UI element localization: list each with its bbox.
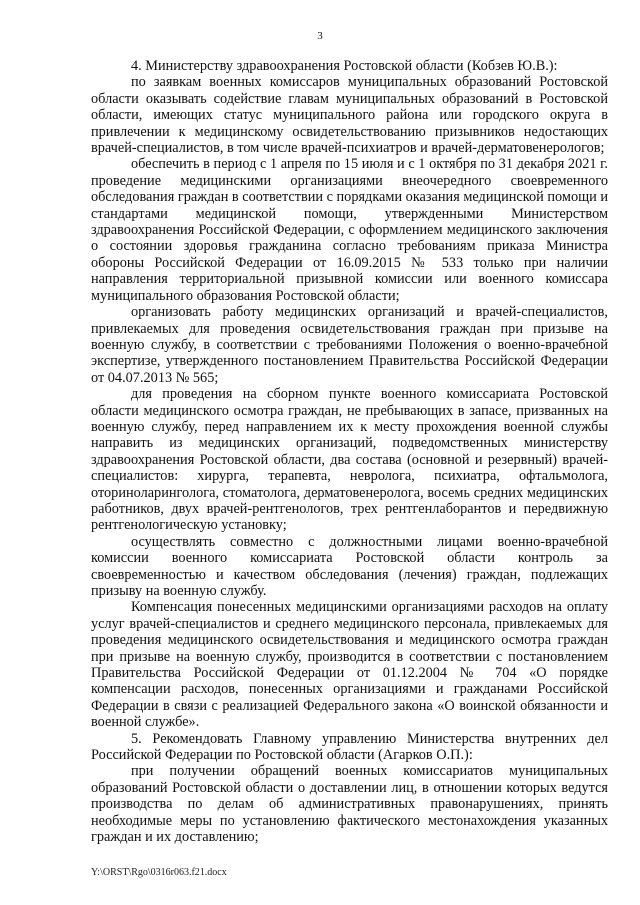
paragraph-control-quality: осуществлять совместно с должностными лицами военно-врачебной комиссии военного комиссариата Ростовской области контроль за своевременностью и качеством обследования (лечения) граждан, подлежащих призыву на военную службу. (91, 533, 608, 599)
paragraph-organize-work: организовать работу медицинских организаций и врачей-специалистов, привлекаемых для проведения освидетельствования граждан при призыве на военную службу, в соответствии с требованиями Положения о военно-врачебной экспертизе, утвержденного постановлением Правительства Российской Федерации от 04.07.2013 № 565; (91, 304, 608, 386)
paragraph-mvd-delivery: при получении обращений военных комиссариатов муниципальных образований Ростовской области о доставлении лиц, в отношении которых ведутся производства по делам об административных правонарушениях, принять необходимые меры по установлению фактического местонахождения указанных граждан и их доставлению; (91, 763, 608, 846)
paragraph-mvd-heading: 5. Рекомендовать Главному управлению Министерства внутренних дел Российской Федерации по Ростовской области (Агарков О.П.): (91, 730, 608, 764)
paragraph-assist-doctors: по заявкам военных комиссаров муниципальных образований Ростовской области оказывать содействие главам муниципальных образований в Ростовской области, имеющих статус муниципального района или городского округа в привлечении к медицинскому освидетельствованию призывников недостающих врачей-специалистов, в том числе врачей-психиатров и врачей-дерматовенерологов; (91, 74, 608, 157)
footer-file-path: Y:\ORST\Rgo\0316r063.f21.docx (91, 867, 227, 878)
paragraph-ensure-examination: обеспечить в период с 1 апреля по 15 июля и с 1 октября по 31 декабря 2021 г. проведение медицинскими организациями внеочередного своевременного обследования граждан в соответствии с порядками оказания медицинской помощи и стандартами медицинской помощи, утвержденными Министерством здравоохранения Российской Федерации, с оформлением медицинского заключения о состоянии здоровья гражданина согласно требованиям приказа Министра обороны Российской Федерации от 16.09.2015 № 533 только при наличии направления территориальной призывной комиссии или военного комиссара муниципального образования Ростовской области; (91, 156, 608, 304)
page-number: 3 (317, 30, 323, 42)
paragraph-ministry-health-heading: 4. Министерству здравоохранения Ростовской области (Кобзев Ю.В.): (131, 58, 558, 74)
paragraph-compensation: Компенсация понесенных медицинскими организациями расходов на оплату услуг врачей-специалистов и среднего медицинского персонала, привлекаемых для проведения медицинского освидетельствования и медицинского осмотра граждан при призыве на военную службу, производится в соответствии с постановлением Правительства Российской Федерации от 01.12.2004 № 704 «О порядке компенсации расходов, понесенных организациями и гражданами Российской Федерации в связи с реализацией Федерального закона «О воинской обязанности и военной службе». (91, 599, 608, 731)
document-body (91, 58, 608, 846)
paragraph-assembly-point: для проведения на сборном пункте военного комиссариата Ростовской области медицинского осмотра граждан, не пребывающих в запасе, призванных на военную службу, перед направлением их к месту прохождения военной службы направить из медицинских организаций, подведомственных министерству здравоохранения Ростовской области, два состава (основной и резервный) врачей-специалистов: хирурга, терапевта, невролога, психиатра, офтальмолога, оториноларинголога, стоматолога, дерматовенеролога, восемь средних медицинских работников, двух врачей-рентгенологов, трех рентгенлаборантов и передвижную рентгенологическую установку; (91, 386, 608, 534)
